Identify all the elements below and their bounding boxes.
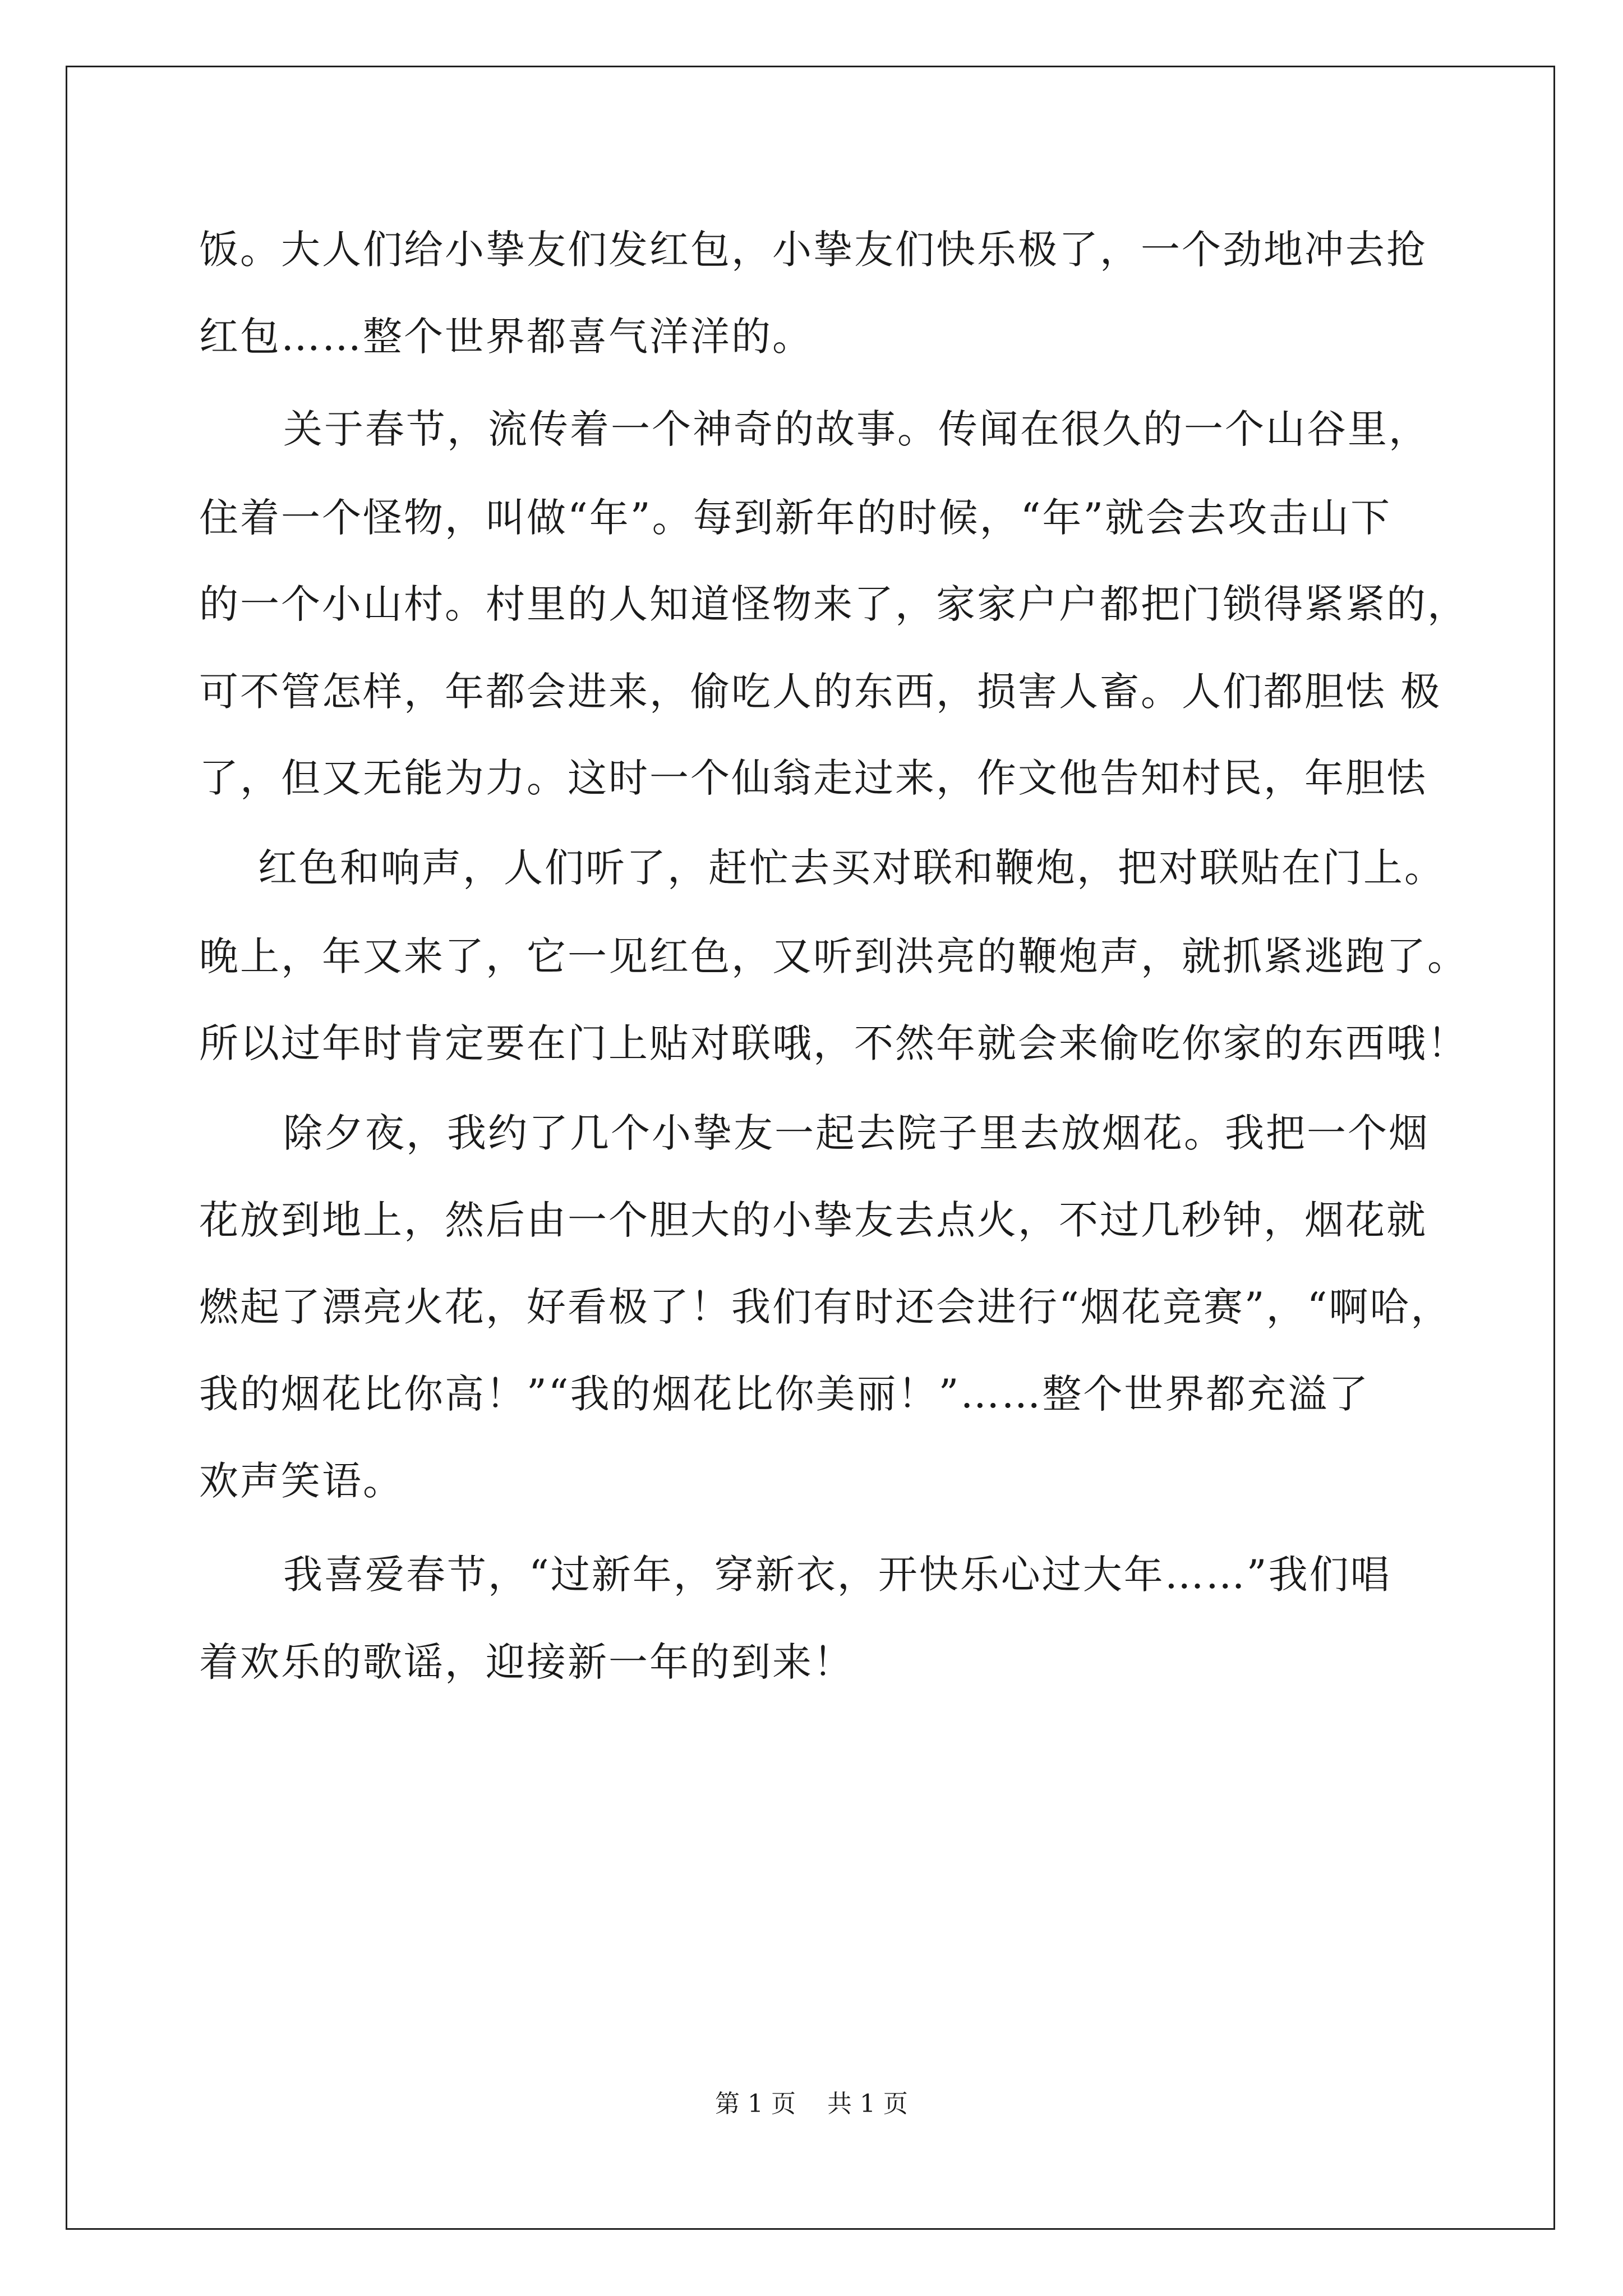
text-line: 所以过年时肯定要在门上贴对联哦，不然年就会来偷吃你家的东西哦！ [199, 1020, 1468, 1066]
text-line: 了，但又无能为力。这时一个仙翁走过来，作文他告知村民，年胆怯 [199, 755, 1427, 801]
text-line: 我的烟花比你高！”“我的烟花比你美丽！”……整个世界都充溢了 [199, 1371, 1370, 1417]
text-line: 燃起了漂亮火花，好看极了！我们有时还会进行“烟花竞赛”，“啊哈， [199, 1284, 1452, 1330]
text-line: 饭。大人们给小挚友们发红包，小挚友们快乐极了，一个劲地冲去抢 [199, 227, 1427, 273]
paragraph-start-line: 我喜爱春节，“过新年，穿新衣，开快乐心过大年……”我们唱 [283, 1552, 1391, 1598]
text-line: 着欢乐的歌谣，迎接新一年的到来！ [199, 1639, 854, 1685]
paragraph-start-line: 除夕夜，我约了几个小挚友一起去院子里去放烟花。我把一个烟 [283, 1110, 1430, 1156]
text-line: 的一个小山村。村里的人知道怪物来了，家家户户都把门锁得紧紧的， [199, 581, 1468, 627]
text-line: 欢声笑语。 [199, 1458, 404, 1504]
page-number-footer: 第 1 页 共 1 页 [715, 2090, 908, 2118]
text-line: 红包……整个世界都喜气洋洋的。 [199, 314, 813, 360]
text-line: 红色和响声，人们听了，赶忙去买对联和鞭炮，把对联贴在门上。 [258, 845, 1445, 891]
text-line: 花放到地上，然后由一个胆大的小挚友去点火，不过几秒钟，烟花就 [199, 1197, 1427, 1243]
text-line: 住着一个怪物，叫做“年”。每到新年的时候，“年”就会去攻击山下 [199, 495, 1392, 541]
text-line: 晚上，年又来了，它一见红色，又听到洪亮的鞭炮声，就抓紧逃跑了。 [199, 933, 1468, 979]
text-line: 可不管怎样，年都会进来，偷吃人的东西，损害人畜。人们都胆怯 极 [199, 669, 1442, 715]
paragraph-start-line: 关于春节，流传着一个神奇的故事。传闻在很久的一个山谷里， [283, 406, 1430, 452]
